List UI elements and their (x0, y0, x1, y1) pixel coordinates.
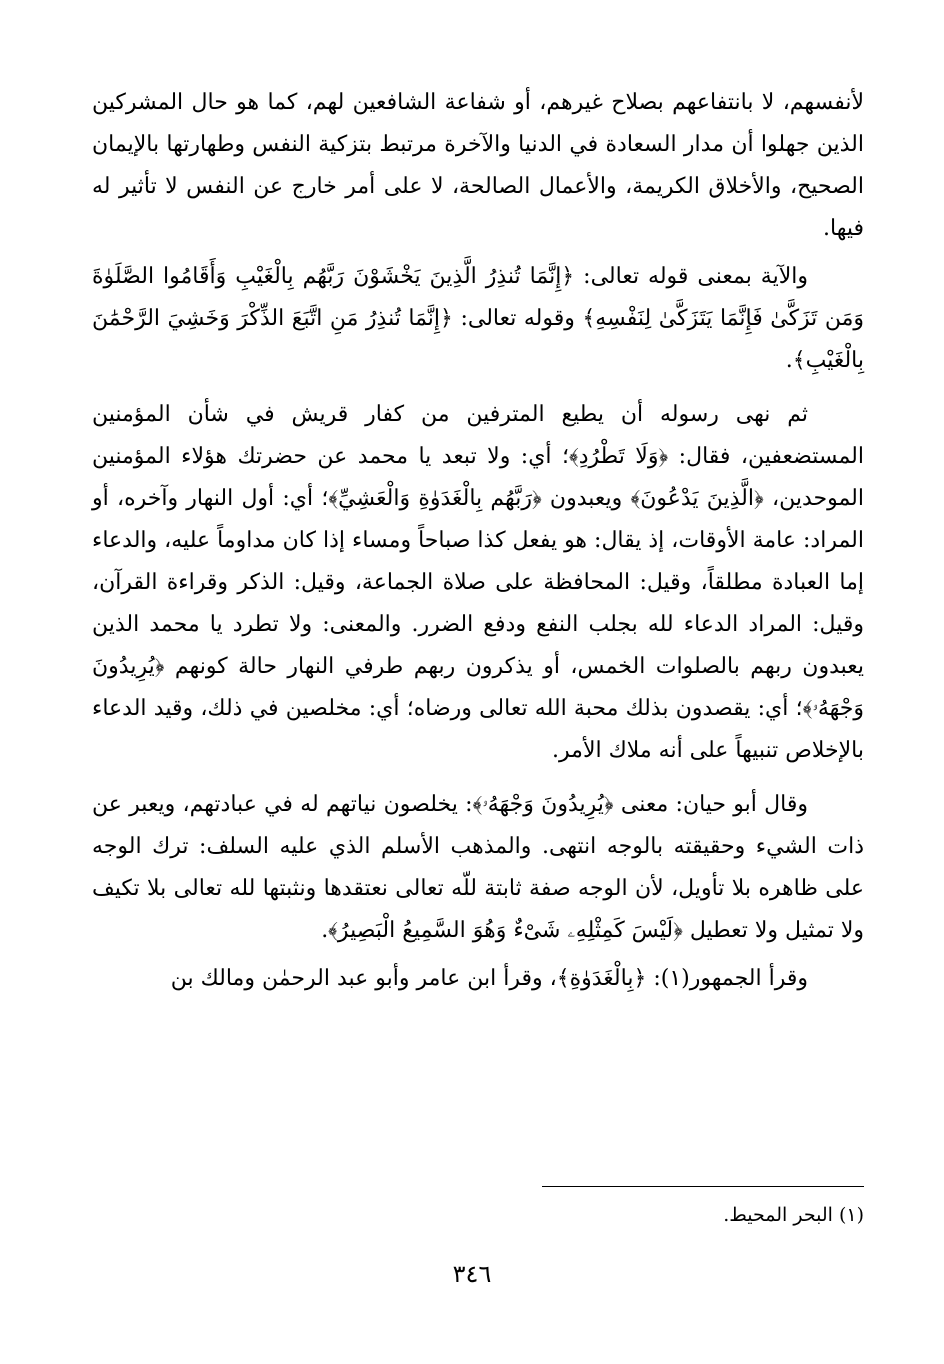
main-text (92, 82, 864, 1000)
paragraph-5: وقرأ الجمهور(١): ﴿بِالْغَدَوٰةِ﴾، وقرأ ابن عامر وأبو عبد الرحمٰن ومالك بن (170, 966, 808, 991)
paragraph-4: وقال أبو حيان: معنى ﴿يُرِيدُونَ وَجْهَهُۥ﴾: يخلصون نياتهم له في عبادتهم، ويعبر عن ذات الشيء وحقيقته بالوجه انتهى. والمذهب الأسلم الذي عليه السلف: ترك الوجه على ظاهره بلا تأويل، لأن الوجه صفة ثابتة للّه تعالى نعتقدها ونثبتها لله تعالى بلا تكيف ولا تمثيل ولا تعطيل ﴿لَيْسَ كَمِثْلِهِۦ شَىْءٌ وَهُوَ السَّمِيعُ الْبَصِيرُ﴾. (92, 792, 864, 943)
page-number: ٣٤٦ (452, 1260, 492, 1288)
footnote-divider (542, 1186, 864, 1187)
footnote: (١) البحر المحيط. (723, 1204, 864, 1226)
paragraph-3: ثم نهى رسوله أن يطيع المترفين من كفار قريش في شأن المؤمنين المستضعفين، فقال: ﴿وَلَا تَطْرُدِ﴾؛ أي: ولا تبعد يا محمد عن حضرتك هؤلاء المؤمنين الموحدين، ﴿الَّذِينَ يَدْعُونَ﴾ ويعبدون ﴿رَبَّهُم بِالْغَدَوٰةِ وَالْعَشِيِّ﴾؛ أي: أول النهار وآخره، أو المراد: عامة الأوقات، إذ يقال: هو يفعل كذا صباحاً ومساء إذا كان مداوماً عليه، والدعاء إما العبادة مطلقاً، وقيل: المحافظة على صلاة الجماعة، وقيل: الذكر وقراءة القرآن، وقيل: المراد الدعاء لله بجلب النفع ودفع الضرر. والمعنى: ولا تطرد يا محمد الذين يعبدون ربهم بالصلوات الخمس، أو يذكرون ربهم طرفي النهار حالة كونهم ﴿يُرِيدُونَ وَجْهَهُۥ﴾؛ أي: يقصدون بذلك محبة الله تعالى ورضاه؛ أي: مخلصين في ذلك، وقيد الدعاء بالإخلاص تنبيهاً على أنه ملاك الأمر. (92, 402, 864, 763)
paragraph-2: والآية بمعنى قوله تعالى: ﴿إِنَّمَا تُنذِرُ الَّذِينَ يَخْشَوْنَ رَبَّهُم بِالْغَيْبِ وَأَقَامُوا الصَّلَوٰةَ وَمَن تَزَكَّىٰ فَإِنَّمَا يَتَزَكَّىٰ لِنَفْسِهِ﴾ وقوله تعالى: ﴿إِنَّمَا تُنذِرُ مَنِ اتَّبَعَ الذِّكْرَ وَخَشِيَ الرَّحْمَٰنَ بِالْغَيْبِ﴾. (92, 264, 864, 373)
paragraph-1: لأنفسهم، لا بانتفاعهم بصلاح غيرهم، أو شفاعة الشافعين لهم، كما هو حال المشركين الذين جهلوا أن مدار السعادة في الدنيا والآخرة مرتبط بتزكية النفس وطهارتها بالإيمان الصحيح، والأخلاق الكريمة، والأعمال الصالحة، لا على أمر خارج عن النفس لا تأثير له فيها. (92, 90, 864, 241)
